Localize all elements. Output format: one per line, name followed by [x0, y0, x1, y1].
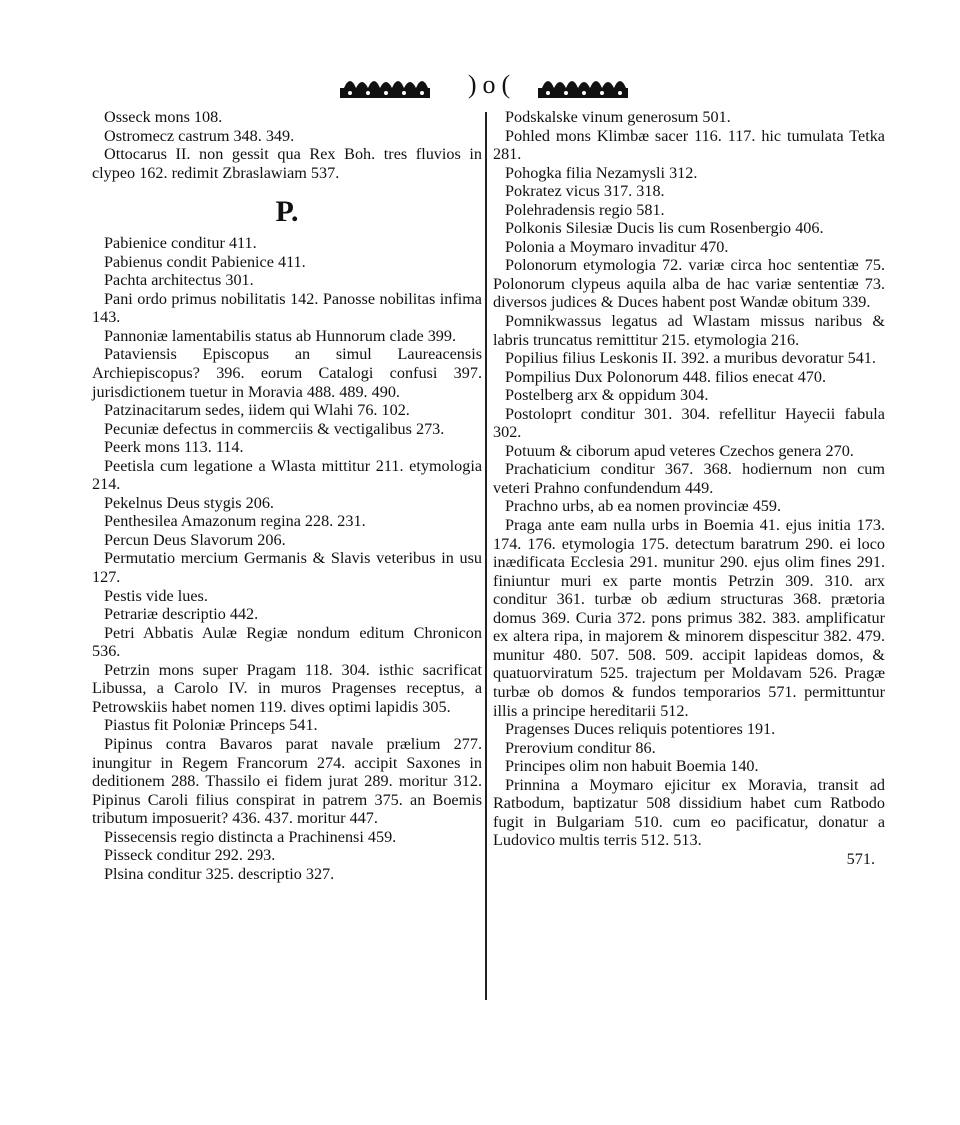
index-entry: Pekelnus Deus stygis 206. — [104, 493, 274, 512]
index-entry: Peerk mons 113. 114. — [104, 438, 244, 457]
index-entry: Pohled mons Klimbæ sacer 116. 117. hic tumulata Tetka 281. — [493, 126, 885, 164]
index-entry: Pataviensis Episcopus an simul Laureacensis Archiepiscopus? 396. eorum Catalogi confusi 397. jurisdictionem tuetur in Moravia 488. 489. 490. — [92, 345, 482, 401]
index-entry: Percun Deus Slavorum 206. — [104, 530, 286, 549]
index-entry: Potuum & ciborum apud veteres Czechos genera 270. — [505, 441, 854, 460]
index-entry: Pabienice conditur 411. — [104, 234, 257, 253]
index-entry: Pannoniæ lamentabilis status ab Hunnorum clade 399. — [104, 326, 457, 345]
index-entry: Patzinacitarum sedes, iidem qui Wlahi 76. 102. — [104, 401, 410, 420]
column-divider — [485, 112, 487, 1000]
index-entry: Pestis vide lues. — [104, 586, 208, 605]
index-entry: Pohogka filia Nezamysli 312. — [505, 163, 698, 182]
index-entry: Ottocarus II. non gessit qua Rex Boh. tres fluvios in clypeo 162. redimit Zbraslawiam 537. — [92, 145, 482, 182]
section-letter: P. — [275, 195, 299, 229]
index-entry: Pissecensis regio distincta a Prachinensi 459. — [104, 827, 397, 846]
index-entry: Petrariæ descriptio 442. — [104, 605, 259, 624]
index-entry: Postoloprt conditur 301. 304. refellitur Hayecii fabula 302. — [493, 404, 885, 442]
index-entry: Polkonis Silesiæ Ducis lis cum Rosenbergio 406. — [505, 219, 824, 238]
index-entry: Popilius filius Leskonis II. 392. a muribus devoratur 541. — [505, 349, 876, 368]
left-column — [92, 108, 482, 883]
index-entry: Pompilius Dux Polonorum 448. filios enecat 470. — [505, 367, 827, 386]
index-entry: Pragenses Duces reliquis potentiores 191. — [505, 720, 776, 739]
index-entry: Piastus fit Poloniæ Princeps 541. — [104, 716, 318, 735]
printer-ornament-icon — [338, 72, 432, 102]
index-entry: Pecuniæ defectus in commerciis & vectigalibus 273. — [104, 419, 445, 438]
index-entry: Ostromecz castrum 348. 349. — [104, 126, 295, 145]
index-entry: Pabienus condit Pabienice 411. — [104, 252, 306, 271]
page-header — [0, 68, 960, 108]
header-mark: )o( — [467, 70, 517, 99]
index-entry: Polonorum etymologia 72. variæ circa hoc sententiæ 75. Polonorum clypeus aquila alba de hac variæ sententiæ 73. diversos judices & Duces habent post Wandæ obitum 339. — [493, 256, 885, 312]
index-entry: Pipinus contra Bavaros parat navale prælium 277. inungitur in Regem Francorum 274. accipit Saxones in deditionem 288. Thassilo ei fidem jurat 289. moritur 312. Pipinus Caroli filius conspirat in patrem 375. an Boemis tributum imposuerit? 436. 437. moritur 447. — [92, 734, 482, 828]
index-entry: Petrzin mons super Pragam 118. 304. isthic sacrificat Libussa, a Carolo IV. in muros Pragenses receptus, a Petrowskiis habet nomen 119. dives optimi lapidis 305. — [92, 660, 482, 716]
index-entry: Pokratez vicus 317. 318. — [505, 182, 665, 201]
index-entry: Pani ordo primus nobilitatis 142. Panosse nobilitas infima 143. — [92, 289, 482, 327]
index-entry: Plsina conditur 325. descriptio 327. — [104, 864, 335, 883]
index-entry: Pachta architectus 301. — [104, 271, 254, 290]
index-entry: Prachaticium conditur 367. 368. hodiernum non cum veteri Prahno confundendum 449. — [493, 460, 885, 497]
index-entry: Praga ante eam nulla urbs in Boemia 41. ejus initia 173. 174. 176. etymologia 175. detectum baratrum 290. ei loco inædificata Ecclesia 291. munitur 290. ejus olim fines 291. finiuntur muri ex parte montis Petrzin 309. 310. arx conditur 361. turbæ ob ædium structuras 368. prætoria domus 369. Curia 372. pons primus 382. 383. amplificatur ex altera ripa, in majorem & minorem dispescitur 382. 479. munitur 480. 507. 508. 509. accipit lapideas domos, & quatuorviratum 525. trajectum per Moldavam 526. Pragæ turbæ ob domos & fundos temporarios 571. permittuntur illis a principe hereditarii 512. — [493, 516, 885, 720]
index-entry: Pisseck conditur 292. 293. — [104, 846, 276, 865]
index-entry: Petri Abbatis Aulæ Regiæ nondum editum Chronicon 536. — [92, 623, 482, 661]
page-number: 571. — [846, 849, 875, 868]
index-entry: Pomnikwassus legatus ad Wlastam missus naribus & labris truncatus remittitur 215. etymologia 216. — [493, 312, 885, 349]
index-entry: Postelberg arx & oppidum 304. — [505, 386, 709, 405]
index-entry: Podskalske vinum generosum 501. — [505, 108, 731, 126]
index-entry: Principes olim non habuit Boemia 140. — [505, 757, 759, 776]
printer-ornament-icon — [536, 72, 630, 102]
index-entry: Polehradensis regio 581. — [505, 200, 665, 219]
index-entry: Prerovium conditur 86. — [505, 738, 656, 757]
right-column — [493, 108, 885, 868]
index-entry: Prinnina a Moymaro ejicitur ex Moravia, transit ad Ratbodum, baptizatur 508 dissidium habet cum Ratbodo fugit in Bulgariam 510. cum eo pacificatur, donatur a Ludovico multis terris 512. 513. — [493, 775, 885, 850]
index-entry: Peetisla cum legatione a Wlasta mittitur 211. etymologia 214. — [92, 456, 482, 494]
index-entry: Prachno urbs, ab ea nomen provinciæ 459. — [505, 497, 782, 516]
index-entry: Permutatio mercium Germanis & Slavis veteribus in usu 127. — [92, 549, 482, 587]
index-entry: Penthesilea Amazonum regina 228. 231. — [104, 512, 366, 531]
index-entry: Osseck mons 108. — [104, 108, 223, 126]
index-entry: Polonia a Moymaro invaditur 470. — [505, 237, 729, 256]
